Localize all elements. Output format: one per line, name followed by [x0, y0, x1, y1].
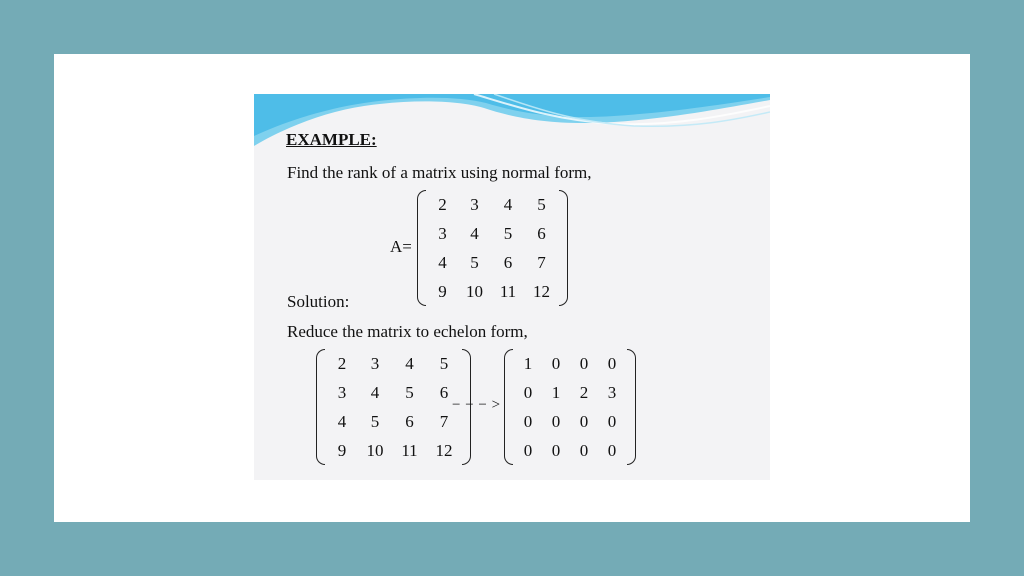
matrix-cell: 3 — [370, 353, 380, 373]
matrix-cell: 0 — [551, 411, 561, 431]
matrix-cell: 10 — [466, 281, 483, 301]
matrix-cell: 11 — [401, 440, 418, 460]
transform-arrow: − − − > — [452, 397, 501, 413]
matrix-cell: 3 — [607, 382, 617, 402]
matrix-cell: 5 — [370, 411, 380, 431]
solution-label: Solution: — [287, 292, 350, 311]
matrix-cell: 4 — [503, 194, 513, 214]
matrix-a-cells — [426, 190, 559, 306]
matrix-cell: 6 — [439, 382, 449, 402]
right-bracket — [559, 190, 568, 306]
matrix-cell: 7 — [439, 411, 449, 431]
example-content — [254, 94, 770, 480]
matrix-label: A= — [390, 237, 412, 256]
matrix-cell: 0 — [607, 353, 617, 373]
matrix-cell: 4 — [405, 353, 414, 373]
matrix-a — [417, 190, 568, 306]
left-matrix-cells — [325, 349, 462, 465]
matrix-cell: 4 — [470, 223, 479, 243]
matrix-cell: 7 — [537, 252, 546, 272]
matrix-cell: 3 — [470, 194, 479, 214]
matrix-cell: 6 — [537, 223, 546, 243]
matrix-cell: 0 — [551, 353, 561, 373]
example-heading: EXAMPLE: — [286, 130, 377, 149]
matrix-cell: 1 — [523, 353, 533, 373]
matrix-cell: 9 — [438, 281, 447, 301]
matrix-cell: 0 — [607, 411, 617, 431]
matrix-cell: 4 — [438, 252, 447, 272]
matrix-cell: 0 — [607, 440, 617, 460]
reduce-text: Reduce the matrix to echelon form, — [287, 322, 528, 341]
matrix-cell: 1 — [551, 382, 561, 402]
matrix-cell: 2 — [337, 353, 347, 373]
matrix-cell: 5 — [537, 194, 546, 214]
matrix-cell: 0 — [523, 382, 533, 402]
matrix-cell: 5 — [439, 353, 449, 373]
matrix-cell: 0 — [523, 440, 533, 460]
echelon-matrix — [504, 349, 636, 465]
matrix-cell: 6 — [405, 411, 414, 431]
matrix-cell: 0 — [523, 411, 533, 431]
left-bracket — [504, 349, 513, 465]
matrix-cell: 12 — [435, 440, 453, 460]
matrix-cell: 3 — [438, 223, 447, 243]
matrix-cell: 2 — [579, 382, 589, 402]
matrix-cell: 0 — [579, 411, 589, 431]
matrix-cell: 5 — [470, 252, 479, 272]
right-bracket — [627, 349, 636, 465]
matrix-cell: 0 — [579, 353, 589, 373]
problem-text: Find the rank of a matrix using normal form, — [287, 163, 592, 182]
matrix-cell: 10 — [366, 440, 384, 460]
matrix-cell: 4 — [370, 382, 380, 402]
left-matrix — [316, 349, 471, 465]
matrix-cell: 3 — [337, 382, 347, 402]
matrix-cell: 12 — [533, 281, 550, 301]
matrix-cell: 11 — [499, 281, 517, 301]
matrix-cell: 9 — [337, 440, 347, 460]
matrix-cell: 4 — [337, 411, 347, 431]
matrix-cell: 2 — [438, 194, 447, 214]
matrix-cell: 5 — [503, 223, 513, 243]
echelon-matrix-cells — [513, 349, 627, 465]
matrix-cell: 5 — [405, 382, 414, 402]
left-bracket — [316, 349, 325, 465]
matrix-cell: 6 — [503, 252, 513, 272]
left-bracket — [417, 190, 426, 306]
matrix-cell: 0 — [551, 440, 561, 460]
matrix-cell: 0 — [579, 440, 589, 460]
